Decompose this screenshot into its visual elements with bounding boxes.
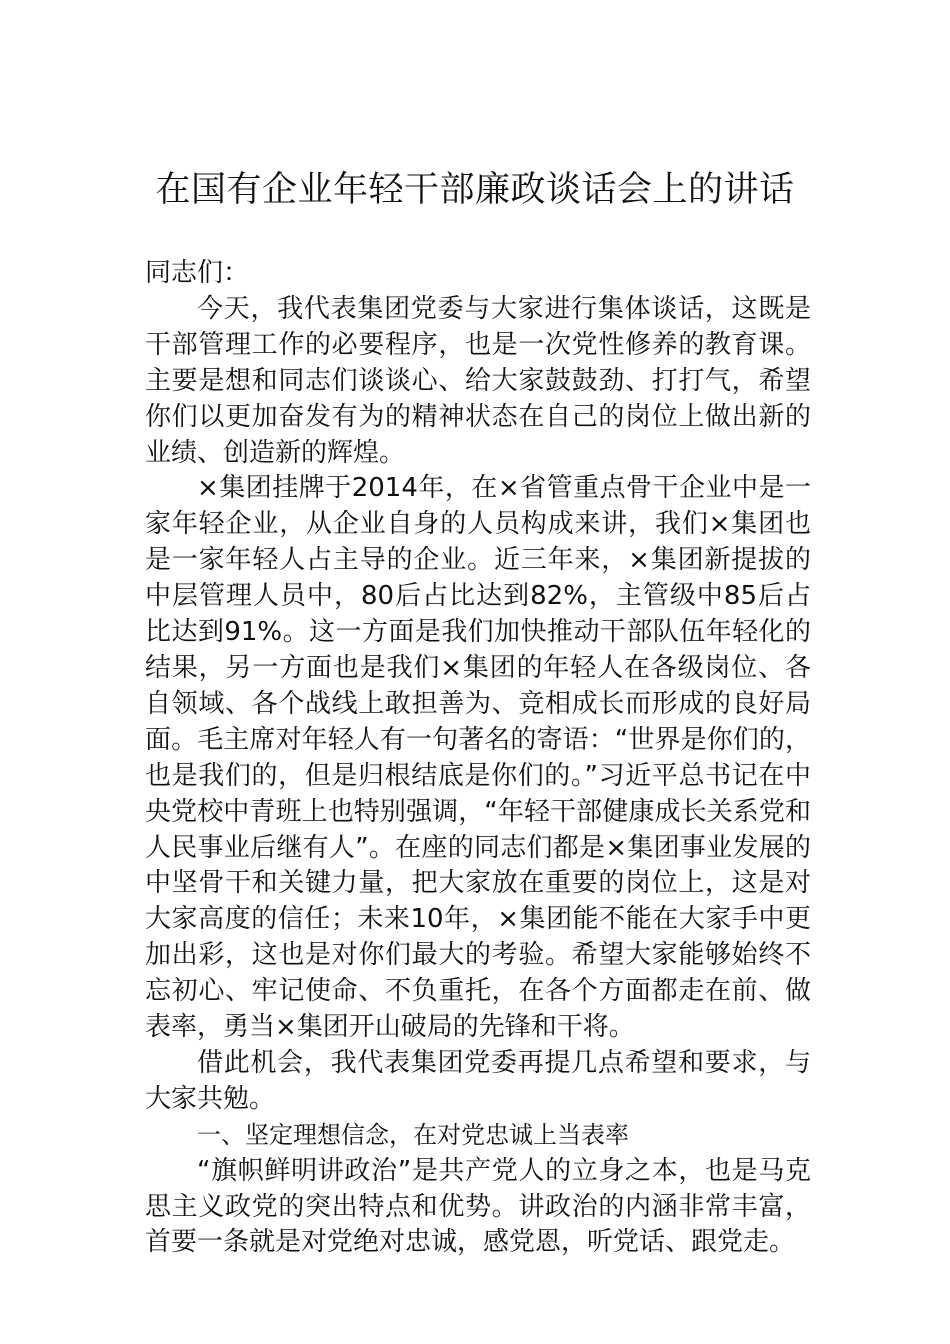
section-paragraph: “旗帜鲜明讲政治”是共产党人的立身之本，也是马克思主义政党的突出特点和优势。讲政治的内涵非常丰富，首要一条就是对党绝对忠诚，感党恩，听党话、跟党走。 xyxy=(145,1155,811,1258)
paragraph-requirements-intro: 借此机会，我代表集团党委再提几点希望和要求，与大家共勉。 xyxy=(145,1047,811,1114)
paragraph-opening: 今天，我代表集团党委与大家进行集体谈话，这既是干部管理工作的必要程序，也是一次党性修养的教育课。主要是想和同志们谈谈心、给大家鼓鼓劲、打打气，希望你们以更加奋发有为的精神状态在自己的岗位上做出新的业绩、创造新的辉煌。 xyxy=(145,293,811,468)
document-body xyxy=(145,256,811,1261)
document-title: 在国有企业年轻干部廉政谈话会上的讲话 xyxy=(155,170,795,210)
paragraph-group-background: ×集团挂牌于2014年，在×省管重点骨干企业中是一家年轻企业，从企业自身的人员构成来讲，我们×集团也是一家年轻人占主导的企业。近三年来，×集团新提拔的中层管理人员中，80后占比达到82%，主管级中85后占比达到91%。这一方面是我们加快推动干部队伍年轻化的结果，另一方面也是我们×集团的年轻人在各级岗位、各自领域、各个战线上敢担善为、竞相成长而形成的良好局面。毛主席对年轻人有一句著名的寄语：“世界是你们的，也是我们的，但是归根结底是你们的。”习近平总书记在中央党校中青班上也特别强调，“年轻干部健康成长关系党和人民事业后继有人”。在座的同志们都是×集团事业发展的中坚骨干和关键力量，把大家放在重要的岗位上，这是对大家高度的信任；未来10年，×集团能不能在大家手中更加出彩，这也是对你们最大的考验。希望大家能够始终不忘初心、牢记使命、不负重托，在各个方面都走在前、做表率，勇当×集团开山破局的先锋和干将。 xyxy=(145,473,811,1043)
salutation: 同志们： xyxy=(145,258,250,288)
section-heading: 一、坚定理想信念，在对党忠诚上当表率 xyxy=(197,1120,629,1149)
